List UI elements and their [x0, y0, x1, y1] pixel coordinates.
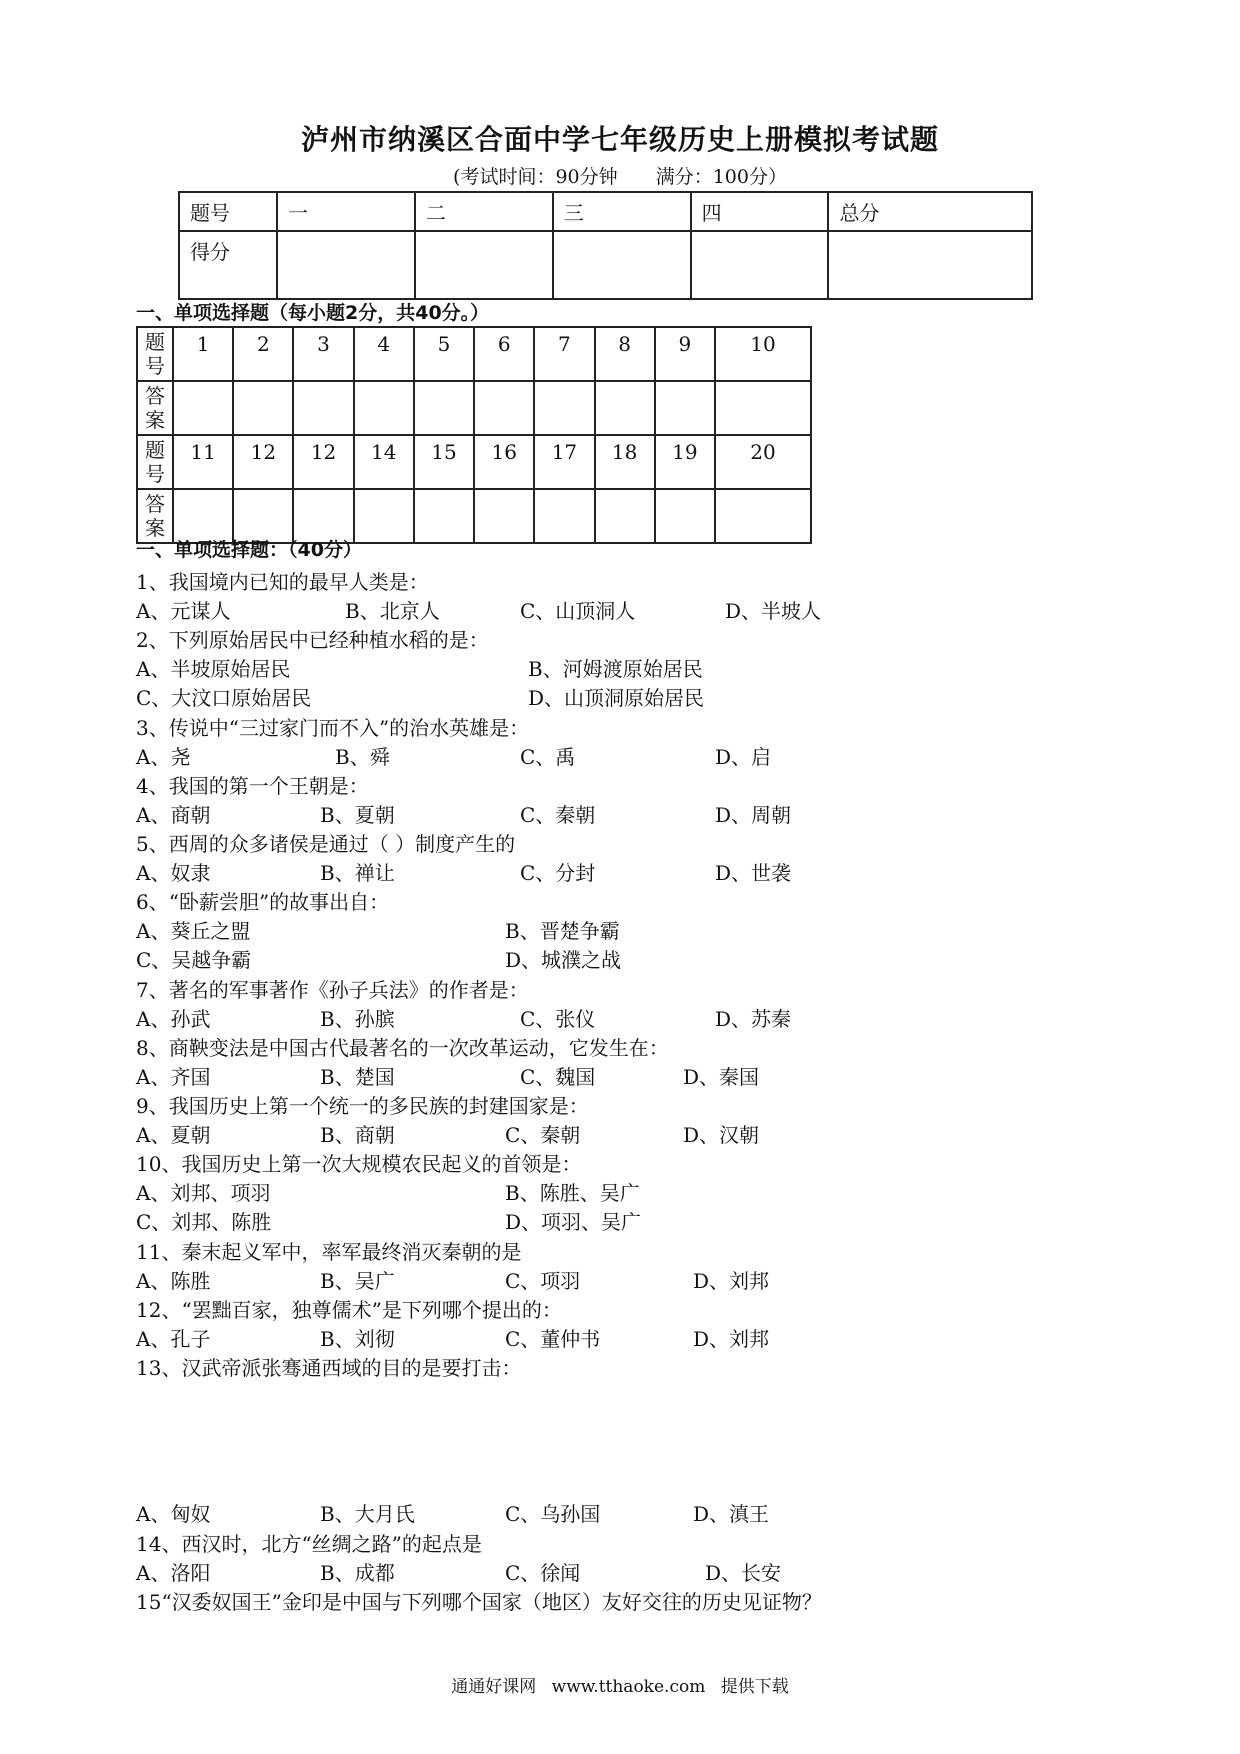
answer-cell[interactable]	[655, 381, 715, 435]
answer-grid-label-ans: 答 案	[137, 489, 173, 543]
answer-option[interactable]: D、启	[715, 745, 772, 770]
answer-option[interactable]: C、禹	[520, 745, 576, 770]
answer-option[interactable]: A、陈胜	[136, 1269, 211, 1294]
section-header-2: 一、单项选择题：（40分）	[136, 539, 362, 561]
answer-cell[interactable]	[233, 381, 293, 435]
answer-option[interactable]: C、刘邦、陈胜	[136, 1210, 272, 1235]
exam-time: (考试时间：90分钟	[453, 166, 618, 188]
question-number-cell: 12	[293, 435, 353, 489]
footer-url: www.tthaoke.com	[551, 1677, 706, 1697]
question-number-cell: 2	[233, 327, 293, 381]
question-number-cell: 9	[655, 327, 715, 381]
answer-option[interactable]: C、大汶口原始居民	[136, 686, 312, 711]
answer-option[interactable]: C、山顶洞人	[520, 599, 636, 624]
answer-option[interactable]: D、半坡人	[725, 599, 822, 624]
question-text: 2、下列原始居民中已经种植水稻的是：	[136, 628, 489, 652]
answer-option[interactable]: B、北京人	[345, 599, 440, 624]
question-number-cell: 16	[474, 435, 534, 489]
answer-option[interactable]: D、周朝	[715, 803, 792, 828]
answer-option[interactable]: C、项羽	[505, 1269, 581, 1294]
score-cell[interactable]	[553, 231, 691, 299]
score-row-label: 得分	[179, 231, 277, 299]
question-text: 6、“卧薪尝胆”的故事出自：	[136, 890, 390, 914]
question-text: 14、西汉时，北方“丝绸之路”的起点是	[136, 1532, 482, 1556]
answer-option[interactable]: B、夏朝	[320, 803, 395, 828]
question-text: 5、西周的众多诸侯是通过（ ）制度产生的	[136, 832, 516, 856]
answer-grid-label-ans: 答 案	[137, 381, 173, 435]
question-text: 4、我国的第一个王朝是：	[136, 774, 369, 798]
question-number-cell: 6	[474, 327, 534, 381]
answer-cell[interactable]	[414, 489, 474, 543]
answer-option[interactable]: C、秦朝	[505, 1123, 581, 1148]
page-title: 泸州市纳溪区合面中学七年级历史上册模拟考试题	[300, 123, 939, 156]
answer-option[interactable]: A、刘邦、项羽	[136, 1181, 271, 1206]
question-text: 12、“罢黜百家，独尊儒术”是下列哪个提出的：	[136, 1298, 562, 1322]
score-cell[interactable]	[691, 231, 829, 299]
answer-grid-label-num: 题 号	[137, 327, 173, 381]
exam-info	[0, 162, 1240, 189]
answer-option[interactable]: C、秦朝	[520, 803, 596, 828]
question-text: 3、传说中“三过家门而不入”的治水英雄是：	[136, 716, 530, 740]
answer-option[interactable]: A、元谋人	[136, 599, 231, 624]
footer-note: 提供下载	[720, 1677, 789, 1697]
question-text: 10、我国历史上第一次大规模农民起义的首领是：	[136, 1152, 582, 1176]
score-cell[interactable]	[277, 231, 415, 299]
question-text: 11、秦末起义军中，率军最终消灭秦朝的是	[136, 1240, 522, 1264]
score-header-cell: 四	[691, 192, 829, 231]
question-text: 7、著名的军事著作《孙子兵法》的作者是：	[136, 978, 529, 1002]
score-header-cell: 三	[553, 192, 691, 231]
answer-cell[interactable]	[354, 489, 414, 543]
question-number-cell: 15	[414, 435, 474, 489]
answer-option[interactable]: A、孙武	[136, 1007, 211, 1032]
question-number-cell: 5	[414, 327, 474, 381]
answer-option[interactable]: D、山顶洞原始居民	[528, 686, 705, 711]
answer-option[interactable]: B、晋楚争霸	[505, 919, 620, 944]
question-number-cell: 14	[354, 435, 414, 489]
score-header-cell: 总分	[828, 192, 1032, 231]
answer-option[interactable]: A、奴隶	[136, 861, 211, 886]
question-number-cell: 10	[715, 327, 811, 381]
score-header-cell: 一	[277, 192, 415, 231]
answer-option[interactable]: A、孔子	[136, 1327, 211, 1352]
question-number-cell: 7	[534, 327, 594, 381]
answer-option[interactable]: A、匈奴	[136, 1502, 211, 1526]
answer-cell[interactable]	[354, 381, 414, 435]
answer-cell[interactable]	[173, 381, 233, 435]
answer-option[interactable]: B、成都	[320, 1561, 395, 1586]
question-number-cell: 12	[233, 435, 293, 489]
answer-cell[interactable]	[715, 381, 811, 435]
answer-option[interactable]: B、吴广	[320, 1269, 395, 1294]
answer-grid	[136, 326, 812, 544]
answer-option[interactable]: B、陈胜、吴广	[505, 1181, 640, 1206]
question-number-cell: 4	[354, 327, 414, 381]
answer-cell[interactable]	[474, 489, 534, 543]
answer-option[interactable]: B、孙膑	[320, 1007, 395, 1032]
answer-option[interactable]: C、吴越争霸	[136, 948, 252, 973]
question-number-cell: 20	[715, 435, 811, 489]
answer-option[interactable]: A、洛阳	[136, 1561, 211, 1586]
answer-option[interactable]: A、夏朝	[136, 1123, 211, 1148]
question-text: 1、我国境内已知的最早人类是：	[136, 570, 429, 594]
answer-option[interactable]: D、长安	[705, 1561, 782, 1586]
score-cell[interactable]	[415, 231, 553, 299]
answer-cell[interactable]	[534, 489, 594, 543]
answer-option[interactable]: C、张仪	[520, 1007, 596, 1032]
question-text: 13、汉武帝派张骞通西域的目的是要打击：	[136, 1356, 522, 1380]
answer-option[interactable]: A、尧	[136, 745, 191, 770]
score-table	[178, 191, 1033, 300]
answer-cell[interactable]	[414, 381, 474, 435]
exam-full-score: 满分：100分）	[655, 166, 787, 188]
answer-option[interactable]: C、徐闻	[505, 1561, 581, 1586]
answer-cell[interactable]	[293, 381, 353, 435]
question-number-cell: 1	[173, 327, 233, 381]
question-number-cell: 11	[173, 435, 233, 489]
answer-option[interactable]: D、刘邦	[693, 1327, 770, 1352]
score-cell[interactable]	[828, 231, 1032, 299]
answer-option[interactable]: B、大月氏	[320, 1502, 415, 1526]
answer-option[interactable]: C、分封	[520, 861, 596, 886]
score-header-cell: 题号	[179, 192, 277, 231]
answer-option[interactable]: D、汉朝	[683, 1123, 760, 1148]
answer-option[interactable]: D、滇王	[693, 1502, 770, 1526]
answer-cell[interactable]	[595, 381, 655, 435]
question-number-cell: 18	[595, 435, 655, 489]
answer-cell[interactable]	[715, 489, 811, 543]
answer-option[interactable]: D、苏秦	[715, 1007, 792, 1032]
question-number-cell: 3	[293, 327, 353, 381]
score-header-cell: 二	[415, 192, 553, 231]
question-text: 15“汉委奴国王”金印是中国与下列哪个国家（地区）友好交往的历史见证物？	[136, 1590, 822, 1614]
answer-option[interactable]: B、刘彻	[320, 1327, 395, 1352]
answer-option[interactable]: A、齐国	[136, 1065, 211, 1090]
answer-cell[interactable]	[655, 489, 715, 543]
question-number-cell: 19	[655, 435, 715, 489]
answer-option[interactable]: C、乌孙国	[505, 1502, 601, 1526]
answer-option[interactable]: A、葵丘之盟	[136, 919, 251, 944]
answer-option[interactable]: B、舜	[335, 745, 390, 770]
answer-option[interactable]: B、楚国	[320, 1065, 395, 1090]
answer-option[interactable]: D、项羽、吴广	[505, 1210, 642, 1235]
page-footer	[0, 1672, 1240, 1697]
answer-option[interactable]: D、刘邦	[693, 1269, 770, 1294]
answer-cell[interactable]	[595, 489, 655, 543]
answer-option[interactable]: A、半坡原始居民	[136, 657, 291, 682]
question-number-cell: 8	[595, 327, 655, 381]
answer-option[interactable]: B、河姆渡原始居民	[528, 657, 703, 682]
answer-option[interactable]: C、魏国	[520, 1065, 596, 1090]
section-header: 一、单项选择题（每小题2分，共40分。）	[136, 302, 490, 324]
answer-cell[interactable]	[534, 381, 594, 435]
answer-option[interactable]: D、城濮之战	[505, 948, 622, 973]
answer-option[interactable]: C、董仲书	[505, 1327, 601, 1352]
answer-option[interactable]: B、禅让	[320, 861, 395, 886]
footer-site: 通通好课网	[451, 1677, 537, 1697]
answer-option[interactable]: A、商朝	[136, 803, 211, 828]
answer-option[interactable]: D、秦国	[683, 1065, 760, 1090]
answer-grid-label-num: 题 号	[137, 435, 173, 489]
answer-cell[interactable]	[474, 381, 534, 435]
answer-option[interactable]: B、商朝	[320, 1123, 395, 1148]
question-number-cell: 17	[534, 435, 594, 489]
answer-option[interactable]: D、世袭	[715, 861, 792, 886]
question-text: 8、商鞅变法是中国古代最著名的一次改革运动，它发生在：	[136, 1036, 669, 1060]
question-text: 9、我国历史上第一个统一的多民族的封建国家是：	[136, 1094, 589, 1118]
